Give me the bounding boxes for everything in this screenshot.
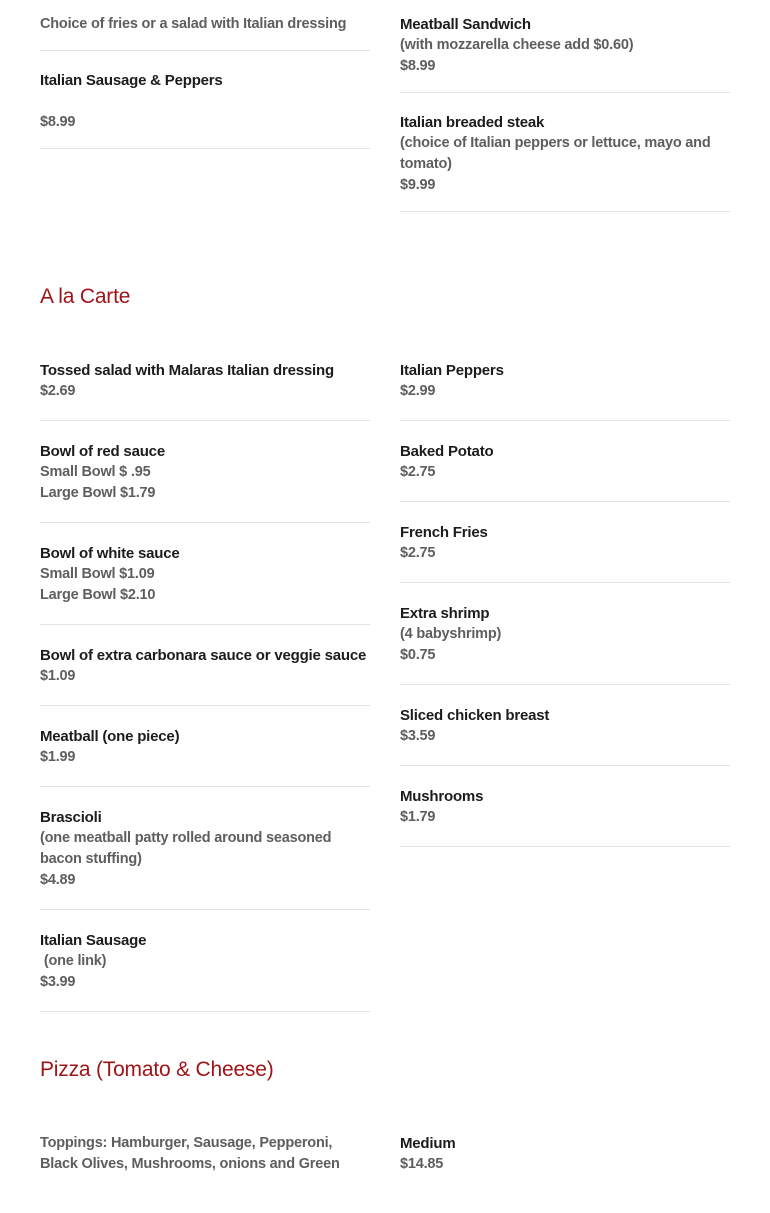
item-description: (choice of Italian peppers or lettuce, mayo and tomato) [400,135,711,172]
item-name: Extra shrimp [400,605,490,622]
item-name: Italian Sausage [40,932,147,949]
item-description: (one link) [40,953,107,969]
menu-item [400,522,730,583]
item-name: Mushrooms [400,788,484,805]
item-price: $1.09 [40,668,76,684]
item-name: Sliced chicken breast [400,707,550,724]
item-price: $2.99 [400,383,436,399]
item-price: $2.75 [400,545,436,561]
menu-item [40,930,370,1012]
item-name: Bowl of red sauce [40,443,165,460]
section-title-a-la-carte: A la Carte [40,285,131,308]
item-description: Choice of fries or a salad with Italian dressing [40,16,347,32]
item-price: $14.85 [400,1156,444,1172]
a-la-carte-right-column [400,360,730,867]
top-left-column [40,14,370,169]
item-small-bowl-price: Small Bowl $ .95 [40,464,151,480]
item-large-bowl-price: Large Bowl $1.79 [40,485,156,501]
item-price: $8.99 [40,114,76,130]
pizza-right-column [400,1133,730,1213]
item-name: Brascioli [40,809,102,826]
menu-item [400,14,730,93]
menu-item [40,360,370,421]
item-price: $3.99 [40,974,76,990]
item-name: Meatball Sandwich [400,16,531,33]
item-name: Meatball (one piece) [40,728,180,745]
item-description: (with mozzarella cheese add $0.60) [400,37,634,53]
top-right-column [400,14,730,232]
item-name: Italian Peppers [400,362,504,379]
item-price: $0.75 [400,647,436,663]
item-price: $9.99 [400,177,436,193]
menu-item [400,786,730,847]
item-name: Italian breaded steak [400,114,545,131]
menu-item [40,14,370,51]
menu-item [400,112,730,212]
item-price: $1.79 [400,809,436,825]
item-name: Bowl of extra carbonara sauce or veggie sauce [40,647,367,664]
item-description: (4 babyshrimp) [400,626,502,642]
section-title-pizza: Pizza (Tomato & Cheese) [40,1058,274,1081]
menu-item [400,603,730,685]
menu-item [40,441,370,523]
item-name: French Fries [400,524,488,541]
item-small-bowl-price: Small Bowl $1.09 [40,566,155,582]
pizza-toppings: Toppings: Hamburger, Sausage, Pepperoni, Black Olives, Mushrooms, onions and Green [40,1135,340,1172]
menu-item [400,441,730,502]
item-price: $2.75 [400,464,436,480]
item-name: Baked Potato [400,443,494,460]
menu-item [400,360,730,421]
item-large-bowl-price: Large Bowl $2.10 [40,587,156,603]
item-name: Bowl of white sauce [40,545,180,562]
menu-item [40,726,370,787]
menu-item [40,807,370,910]
a-la-carte-left-column [40,360,370,1032]
item-price: $2.69 [40,383,76,399]
menu-item [400,1133,730,1193]
menu-item [40,543,370,625]
item-name: Tossed salad with Malaras Italian dressing [40,362,334,379]
item-name: Medium [400,1135,456,1152]
item-price: $4.89 [40,872,76,888]
item-name: Italian Sausage & Peppers [40,72,223,89]
item-price: $3.59 [400,728,436,744]
menu-item [40,645,370,706]
menu-item [40,70,370,149]
item-price: $8.99 [400,58,436,74]
pizza-left-column [40,1133,370,1175]
item-description: (one meatball patty rolled around seasoned bacon stuffing) [40,830,332,867]
menu-item [400,705,730,766]
item-price: $1.99 [40,749,76,765]
